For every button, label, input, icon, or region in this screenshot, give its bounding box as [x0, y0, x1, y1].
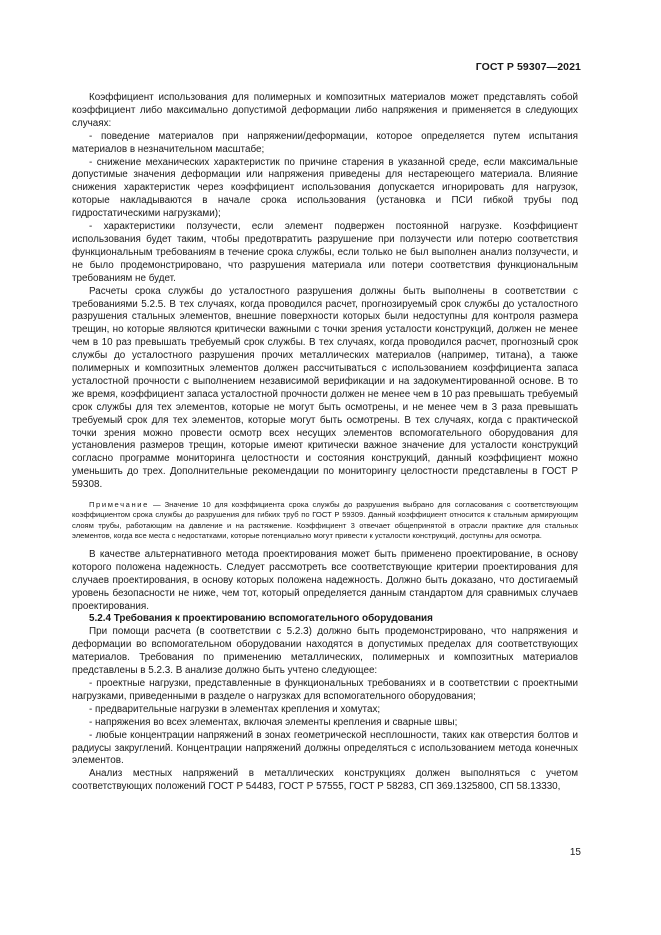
note-text: — Значение 10 для коэффициента срока службы до разрушения выбрано для согласования с соответствующим коэффициентом срока службы до разрушения для гибких труб по ГОСТ Р 59309. Данный коэффициент относится к стальным армирующим слоям трубы, работающим на давление и на растяжение. Коэффициент 3 отвечает общепринятой в отрасли практике для стальных элементов, когда все места с недостатками, которые потенциально могут привести к усталости конструкций, доступны для осмотра. — [72, 500, 578, 540]
page-body — [72, 92, 578, 794]
list-item: - характеристики ползучести, если элемент подвержен постоянной нагрузке. Коэффициент использования будет таким, чтобы предотвратить разрушение при ползучести или потерю соответствия функциональным требованиям в течение срока службы, если только не был выполнен анализ ползучести, и не было продемонстрировано, что разрушения материала или потери соответствия функциональным требованиям не будет. — [72, 221, 578, 284]
section-heading: 5.2.4 Требования к проектированию вспомогательного оборудования — [89, 613, 433, 625]
page-number: 15 — [569, 847, 581, 858]
paragraph-fatigue: Расчеты срока службы до усталостного разрушения должны быть выполнены в соответствии с требованиями 5.2.5. В тех случаях, когда проводился расчет, прогнозируемый срок службы до усталостного разрушения стальных элементов, внешние поверхности которых были недоступны для контроля размера трещин, но которые являются критически важными с точки зрения усталости конструкций, должен не менее чем в 10 раз превышать требуемый срок службы. В тех случаях, когда проводился расчет, прогнозный срок службы до усталостного разрушения прочих металлических материалов (например, титана), а также полимерных и композитных элементов должен рассчитываться с использованием коэффициента запаса усталостной прочности с выполнением независимой верификации и на задокументированной основе. В то же время, коэффициент запаса усталостной прочности должен не менее чем в 10 раз превышать требуемый срок службы для тех элементов, которые не могут быть осмотрены, и не менее чем в 3 раза превышать требуемый срок для тех элементов, которые могут быть осмотрены. В тех случаях, когда с практической точки зрения можно провести осмотр всех несущих элементов вспомогательного оборудования для установления размеров трещин, которые имеют критически важное значение для усталости конструкций согласно программе мониторинга целостности и состояния конструкций, данный коэффициент можно уменьшить до трех. Дополнительные рекомендации по мониторингу целостности представлены в ГОСТ Р 59308. — [72, 285, 578, 491]
list-item: - снижение механических характеристик по причине старения в указанной среде, если максимальные допустимые значения деформации или напряжения приведены для нестареющего материала. Влияние снижения характеристик через коэффициент использования допускается игнорировать для нагрузок, которые накладываются в начале срока использования (установка и ПСИ гибкой трубы под гидростатическими нагрузками); — [72, 156, 578, 220]
paragraph-intro: Коэффициент использования для полимерных и композитных материалов может представлять собой коэффициент либо максимально допустимой деформации либо напряжения и применяется в следующих случаях: — [72, 92, 578, 129]
paragraph-reliability: В качестве альтернативного метода проектирования может быть применено проектирование, в основу которого положена надежность. Следует рассмотреть все соответствующие критерии проектирования для случаев проектирования, в основу которых положена надежность. Должно быть доказано, что достигаемый уровень безопасности не ниже, чем тот, который определяется данным стандартом для сравнимых случаев проектирования. — [72, 548, 578, 612]
note-label: Примечание — [89, 500, 149, 510]
list-item: - предварительные нагрузки в элементах крепления и хомутах; — [89, 703, 381, 715]
document-id-header: ГОСТ Р 59307—2021 — [475, 61, 581, 73]
list-item: - поведение материалов при напряжении/деформации, которое определяется путем испытания материалов в незначительном масштабе; — [72, 130, 578, 155]
list-item: - напряжения во всех элементах, включая элементы крепления и сварные швы; — [89, 716, 458, 728]
list-item: - проектные нагрузки, представленные в функциональных требованиях и в соответствии с проектными нагрузками, приведенными в разделе о нагрузках для вспомогательного оборудования; — [72, 677, 578, 702]
list-item: - любые концентрации напряжений в зонах геометрической несплошности, таких как отверстия болтов и радиусы закруглений. Концентрации напряжений должны определяться с использованием метода конечных элементов. — [72, 729, 578, 767]
paragraph-local-stress: Анализ местных напряжений в металлических конструкциях должен выполняться с учетом соответствующих положений ГОСТ Р 54483, ГОСТ Р 57555, ГОСТ Р 58283, СП 369.1325800, СП 58.13330, — [72, 768, 578, 793]
paragraph-analysis: При помощи расчета (в соответствии с 5.2.3) должно быть продемонстрировано, что напряжения и деформации во вспомогательном оборудовании находятся в допустимых пределах для соответствующих материалов. Требования по применению металлических, полимерных и композитных материалов представлены в 5.2.3. В анализе должно быть учтено следующее: — [72, 626, 578, 677]
note-block — [72, 500, 578, 541]
